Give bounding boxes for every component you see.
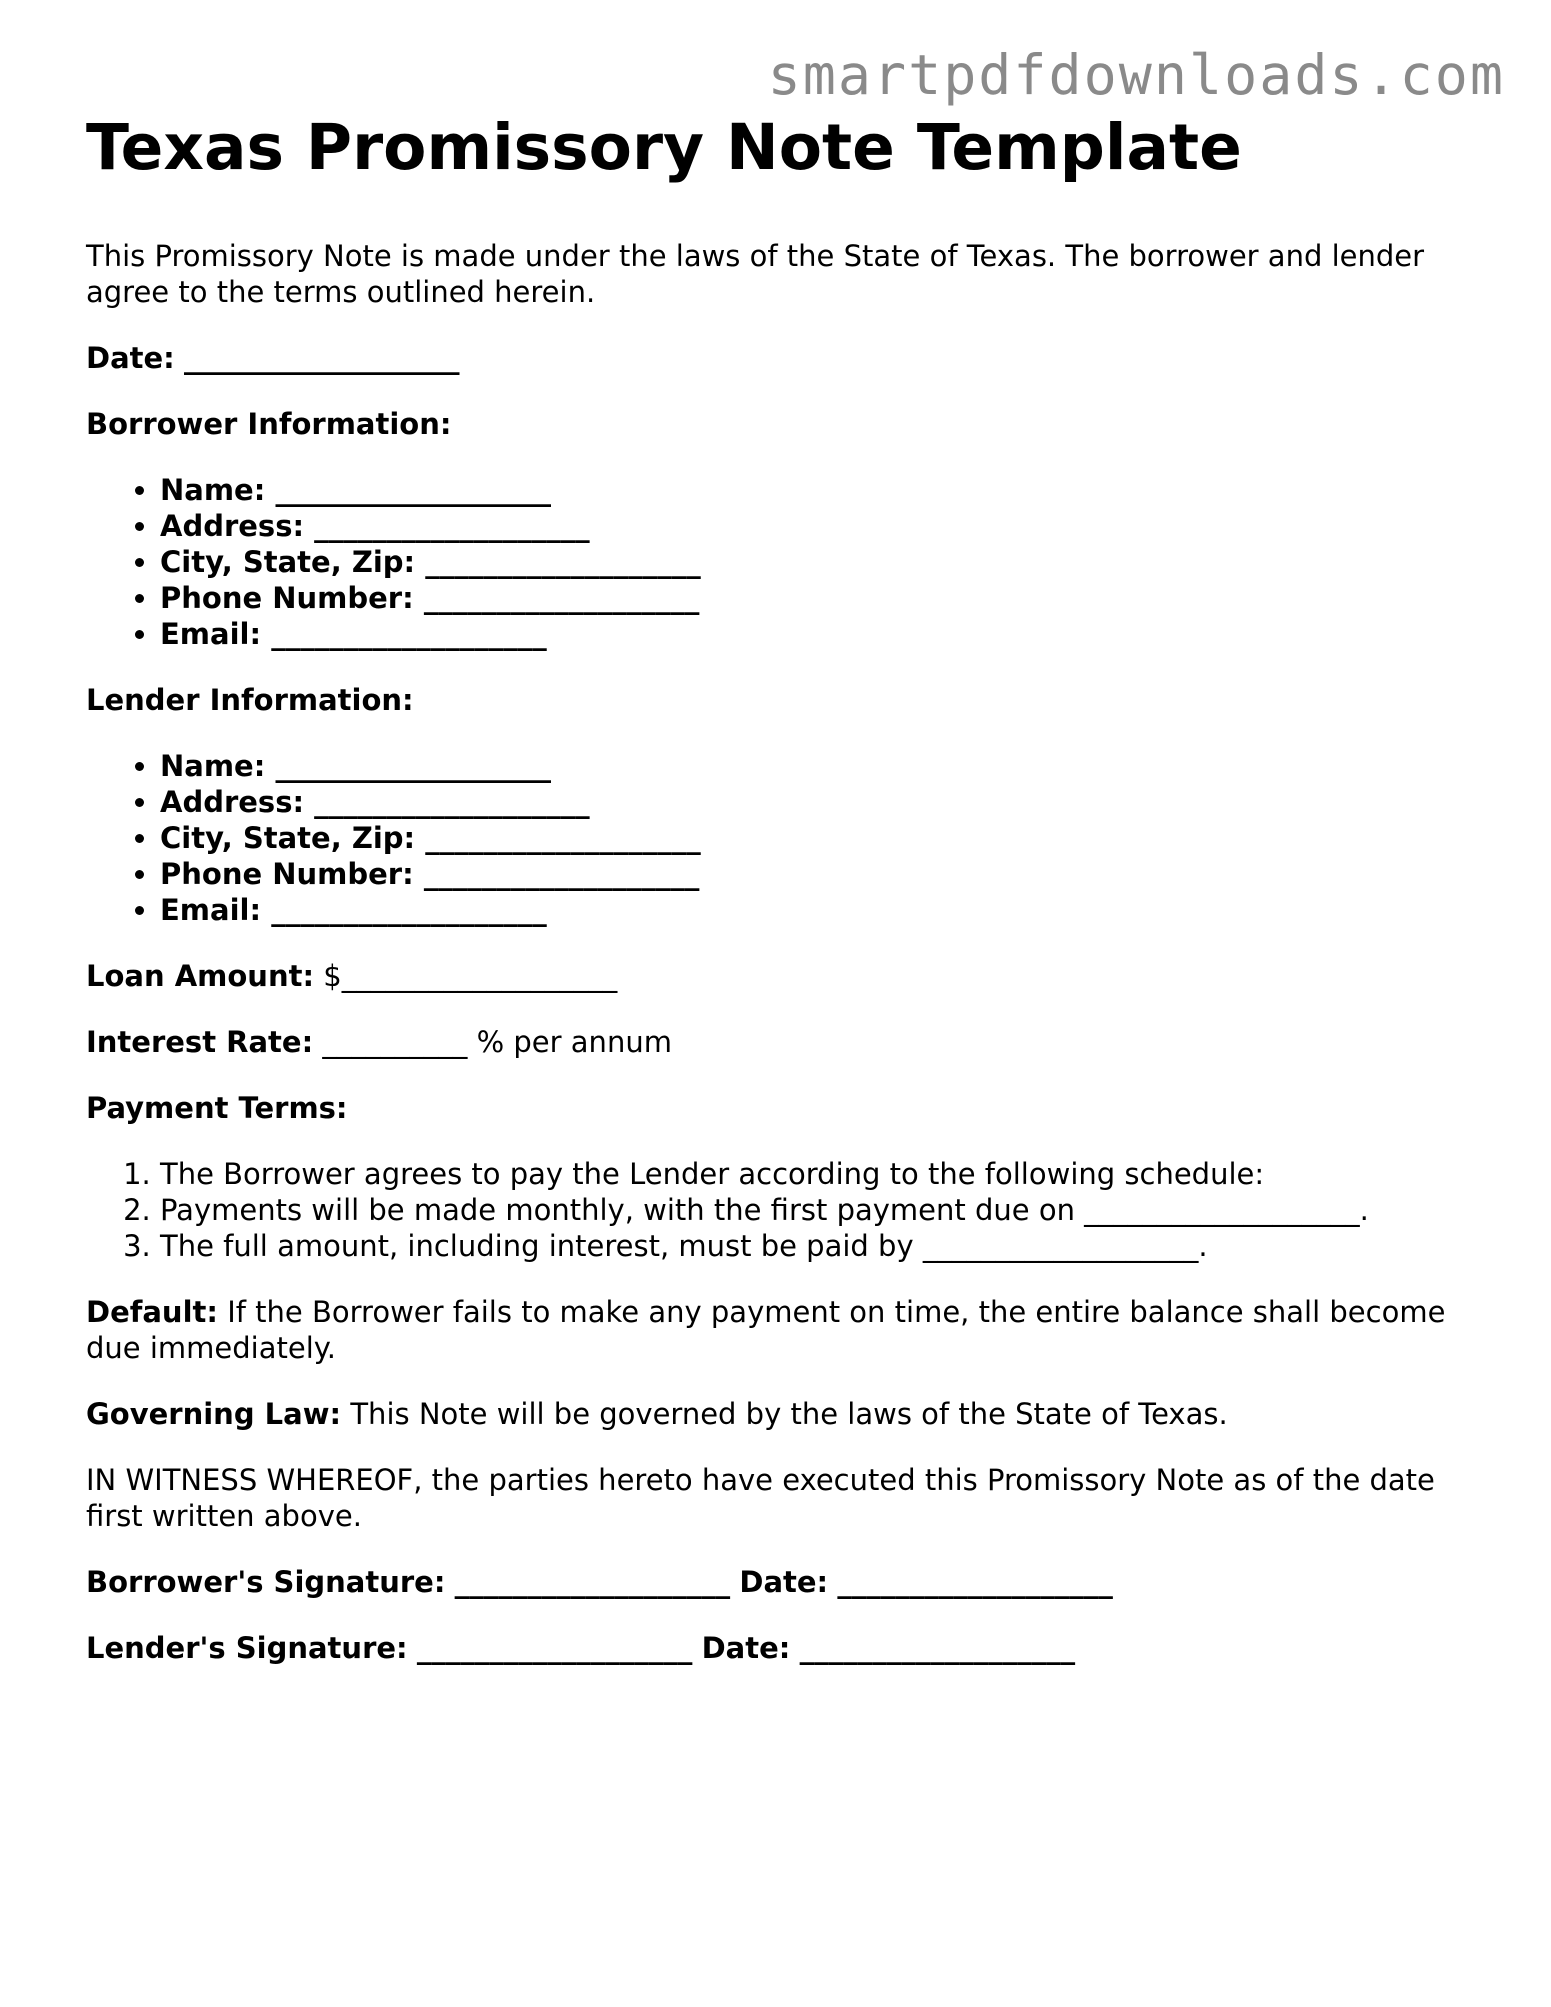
default-clause [86, 1294, 1466, 1366]
borrower-city-state-zip-field [160, 544, 1466, 580]
field-label: City, State, Zip: [160, 821, 416, 855]
borrower-signature-date-blank: ___________________ [837, 1565, 1113, 1599]
default-text: If the Borrower fails to make any payment on time, the entire balance shall become due immediately. [86, 1295, 1446, 1365]
default-label: Default: [86, 1295, 218, 1329]
lender-heading [86, 682, 1466, 718]
field-label: Email: [160, 893, 262, 927]
field-blank: ___________________ [271, 617, 547, 651]
lender-city-state-zip-field [160, 820, 1466, 856]
lender-signature-blank: ___________________ [416, 1631, 693, 1665]
lender-heading-text: Lender Information: [86, 683, 414, 717]
borrower-heading-text: Borrower Information: [86, 407, 452, 441]
borrower-heading [86, 406, 1466, 442]
field-blank: ___________________ [271, 893, 547, 927]
payment-terms-list [86, 1156, 1466, 1264]
borrower-name-field [160, 472, 1466, 508]
field-label: Address: [160, 785, 305, 819]
lender-phone-field [160, 856, 1466, 892]
borrower-email-field [160, 616, 1466, 652]
interest-rate-suffix: % per annum [476, 1025, 672, 1059]
borrower-signature-label: Borrower's Signature: [86, 1565, 446, 1599]
lender-signature-line [86, 1630, 1466, 1666]
field-label: Name: [160, 749, 266, 783]
lender-email-field [160, 892, 1466, 928]
lender-address-field [160, 784, 1466, 820]
borrower-signature-blank: ___________________ [454, 1565, 731, 1599]
payment-term-item: 1. The Borrower agrees to pay the Lender according to the following schedule: [160, 1156, 1466, 1192]
intro-paragraph: This Promissory Note is made under the laws of the State of Texas. The borrower and lender agree to the terms outlined herein. [86, 239, 1425, 309]
field-blank: ___________________ [275, 749, 551, 783]
field-label: Address: [160, 509, 305, 543]
payment-terms-heading [86, 1090, 1466, 1126]
lender-signature-date-label: Date: [701, 1631, 791, 1665]
field-blank: ___________________ [425, 821, 701, 855]
loan-amount-value: $___________________ [323, 959, 618, 993]
loan-amount-line [86, 958, 1466, 994]
borrower-phone-field [160, 580, 1466, 616]
payment-term-item: 2. Payments will be made monthly, with the first payment due on ___________________. [160, 1192, 1466, 1228]
field-label: City, State, Zip: [160, 545, 416, 579]
lender-signature-label: Lender's Signature: [86, 1631, 408, 1665]
date-label: Date: [86, 341, 175, 375]
borrower-address-field [160, 508, 1466, 544]
field-blank: ___________________ [423, 581, 700, 615]
field-label: Email: [160, 617, 262, 651]
page-title: Texas Promissory Note Template [86, 111, 1242, 184]
borrower-fields-list [86, 472, 1466, 652]
interest-rate-line [86, 1024, 1466, 1060]
payment-terms-heading-text: Payment Terms: [86, 1091, 348, 1125]
lender-name-field [160, 748, 1466, 784]
field-blank: ___________________ [314, 785, 590, 819]
field-blank: ___________________ [314, 509, 590, 543]
field-blank: ___________________ [275, 473, 551, 507]
payment-term-item: 3. The full amount, including interest, must be paid by ___________________. [160, 1228, 1466, 1264]
document-page [86, 108, 1466, 1666]
borrower-signature-line [86, 1564, 1466, 1600]
field-blank: ___________________ [423, 857, 700, 891]
field-label: Name: [160, 473, 266, 507]
governing-law-text: This Note will be governed by the laws of the State of Texas. [350, 1397, 1228, 1431]
date-blank: ___________________ [184, 341, 460, 375]
governing-law-label: Governing Law: [86, 1397, 342, 1431]
lender-fields-list [86, 748, 1466, 928]
field-label: Phone Number: [160, 581, 414, 615]
field-label: Phone Number: [160, 857, 414, 891]
date-line [86, 340, 1466, 376]
lender-signature-date-blank: ___________________ [799, 1631, 1076, 1665]
borrower-signature-date-label: Date: [739, 1565, 829, 1599]
governing-law-clause [86, 1396, 1466, 1432]
interest-rate-blank: __________ [322, 1025, 468, 1059]
loan-amount-label: Loan Amount: [86, 959, 315, 993]
field-blank: ___________________ [425, 545, 701, 579]
witness-paragraph: IN WITNESS WHEREOF, the parties hereto have executed this Promissory Note as of the date first written above. [86, 1463, 1435, 1533]
watermark: smartpdfdownloads.com [767, 43, 1505, 107]
interest-rate-label: Interest Rate: [86, 1025, 314, 1059]
